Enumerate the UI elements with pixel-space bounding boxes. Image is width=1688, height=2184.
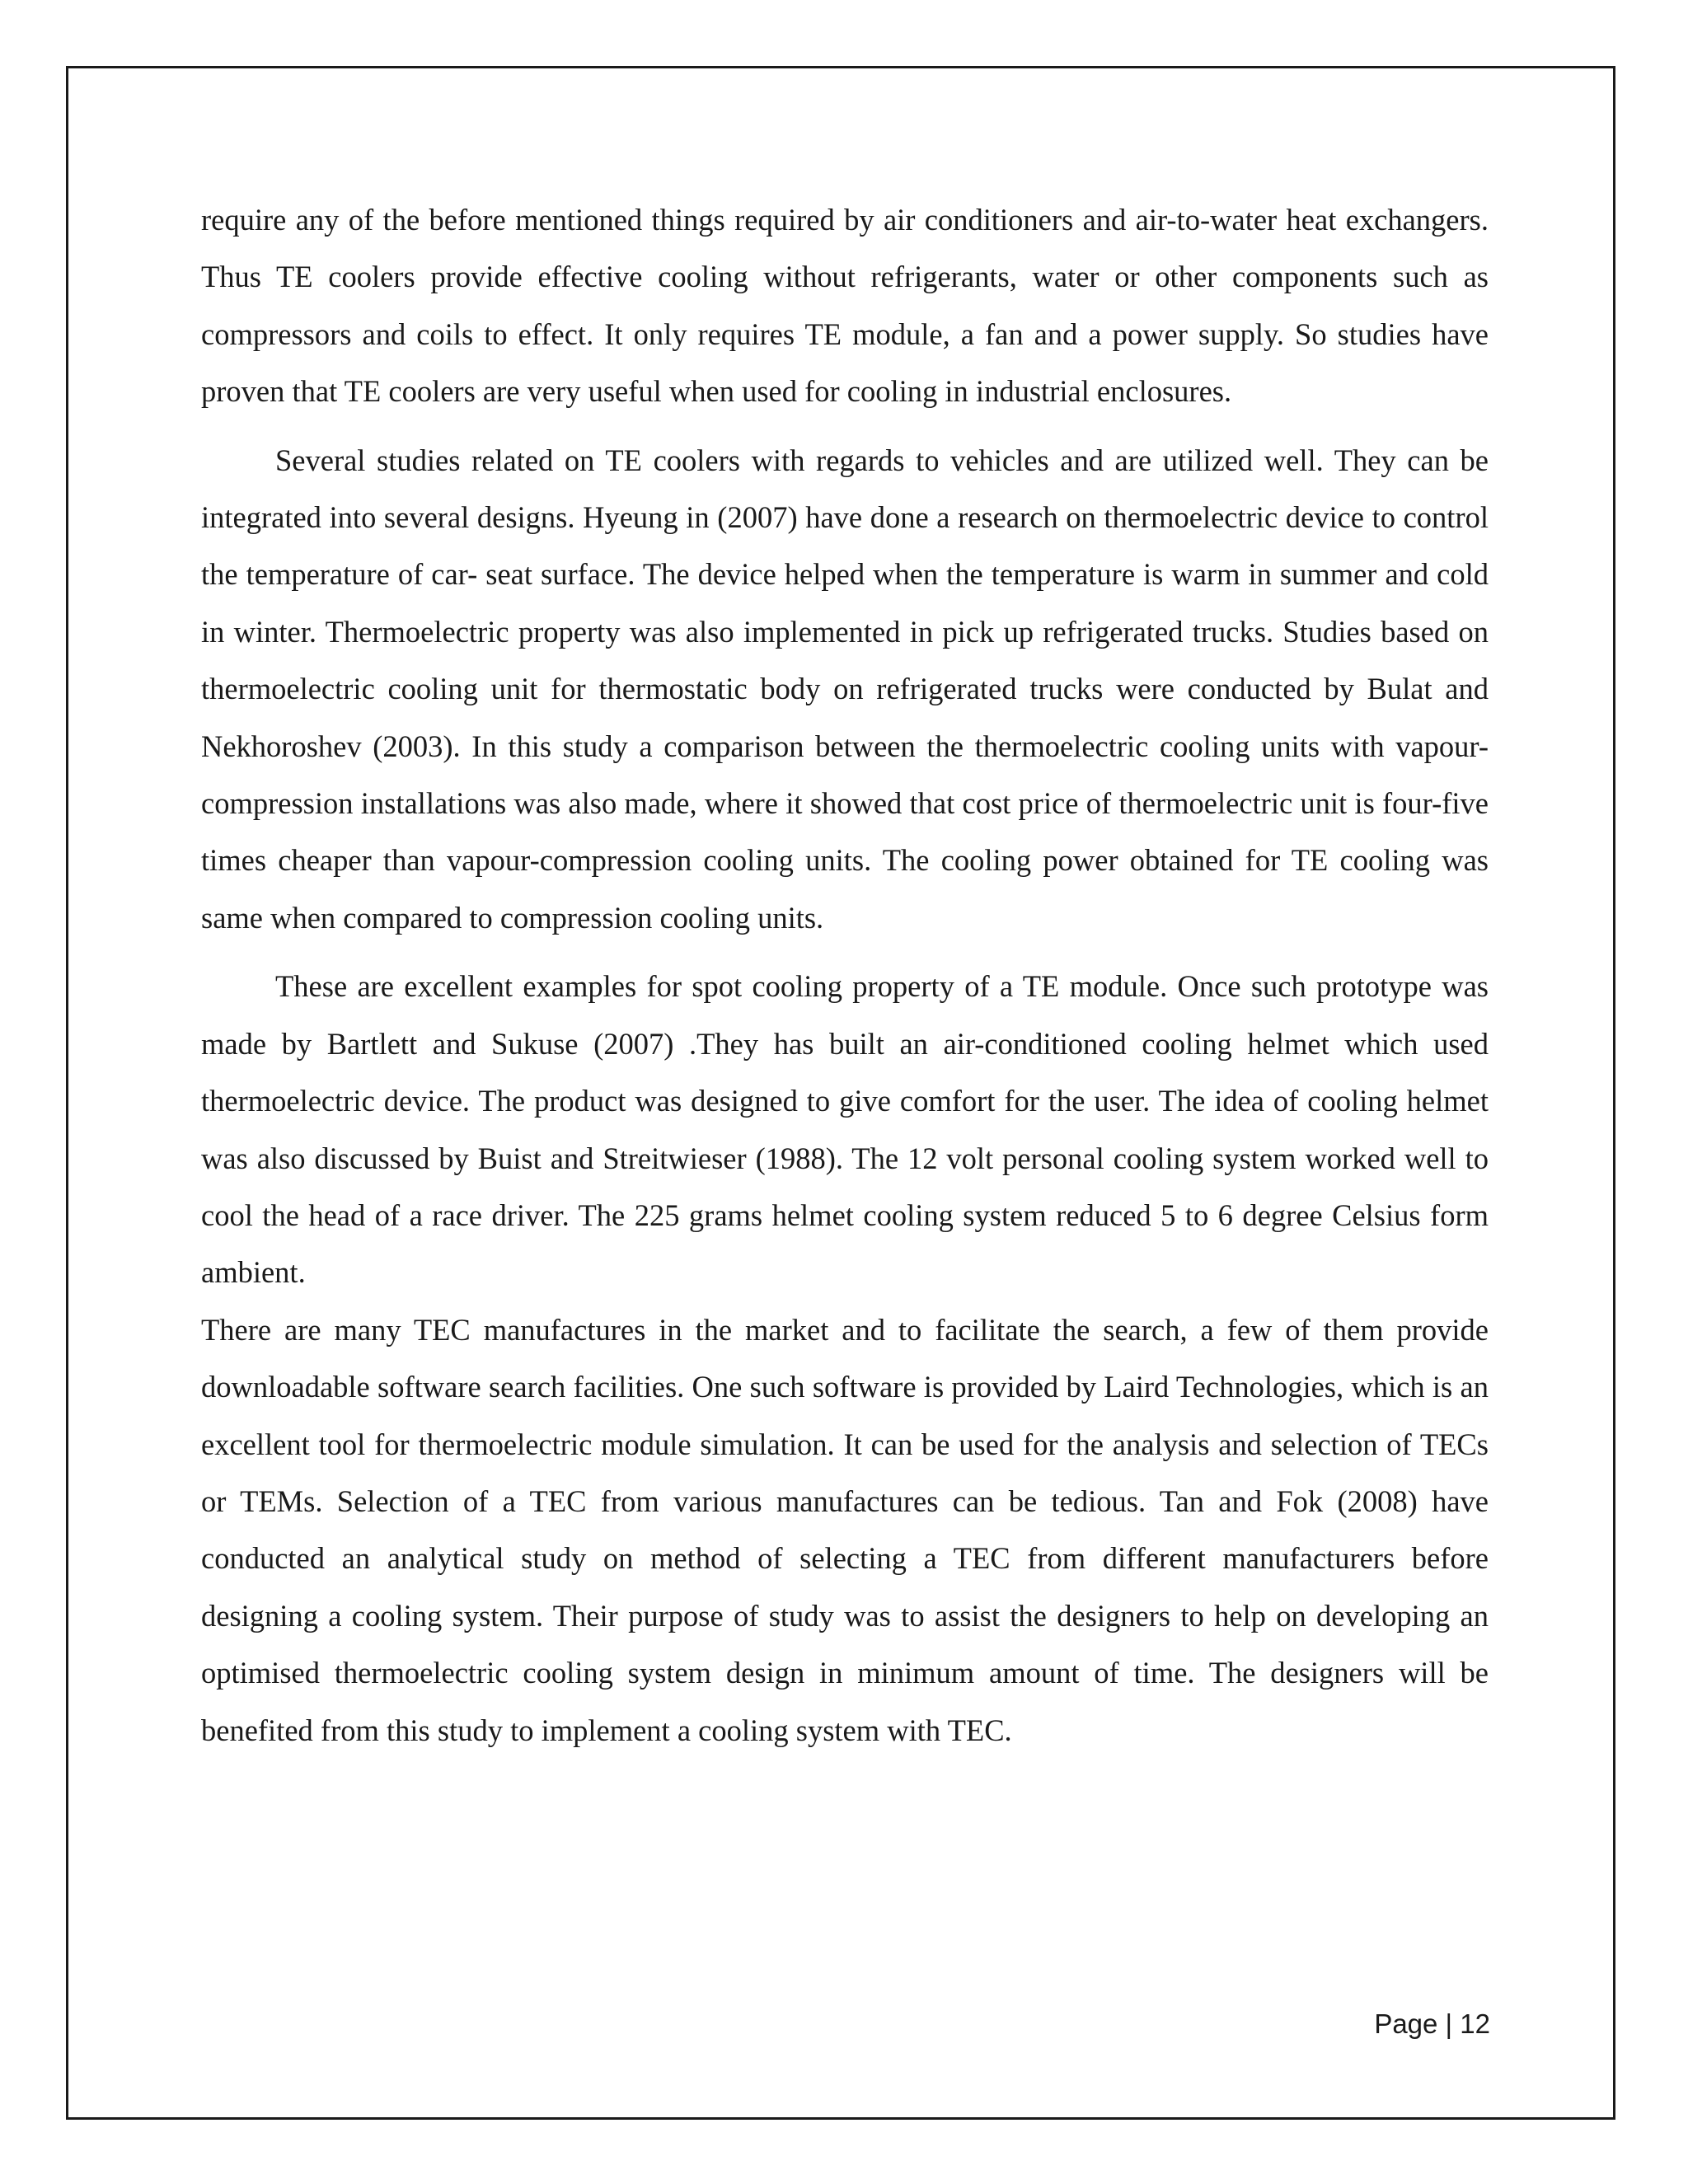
document-body: [201, 191, 1489, 1759]
paragraph-1: require any of the before mentioned things required by air conditioners and air-to-water heat exchangers. Thus TE coolers provide effective cooling without refrigerants, water or other components such as compressors and coils to effect. It only requires TE module, a fan and a power supply. So studies have proven that TE coolers are very useful when used for cooling in industrial enclosures.: [201, 203, 1489, 409]
paragraph-3: These are excellent examples for spot cooling property of a TE module. Once such prototype was made by Bartlett and Sukuse (2007) .They has built an air-conditioned cooling helmet which used thermoelectric device. The product was designed to give comfort for the user. The idea of cooling helmet was also discussed by Buist and Streitwieser (1988). The 12 volt personal cooling system worked well to cool the head of a race driver. The 225 grams helmet cooling system reduced 5 to 6 degree Celsius form ambient.: [201, 969, 1489, 1290]
paragraph-2: Several studies related on TE coolers with regards to vehicles and are utilized well. They can be integrated into several designs. Hyeung in (2007) have done a research on thermoelectric device to control the temperature of car- seat surface. The device helped when the temperature is warm in summer and cold in winter. Thermoelectric property was also implemented in pick up refrigerated trucks. Studies based on thermoelectric cooling unit for thermostatic body on refrigerated trucks were conducted by Bulat and Nekhoroshev (2003). In this study a comparison between the thermoelectric cooling units with vapour-compression installations was also made, where it showed that cost price of thermoelectric unit is four-five times cheaper than vapour-compression cooling units. The cooling power obtained for TE cooling was same when compared to compression cooling units.: [201, 443, 1489, 935]
paragraph-4: There are many TEC manufactures in the market and to facilitate the search, a few of them provide downloadable software search facilities. One such software is provided by Laird Technologies, which is an excellent tool for thermoelectric module simulation. It can be used for the analysis and selection of TECs or TEMs. Selection of a TEC from various manufactures can be tedious. Tan and Fok (2008) have conducted an analytical study on method of selecting a TEC from different manufacturers before designing a cooling system. Their purpose of study was to assist the designers to help on developing an optimised thermoelectric cooling system design in minimum amount of time. The designers will be benefited from this study to implement a cooling system with TEC.: [201, 1312, 1489, 1747]
page-number: Page | 12: [1374, 2008, 1490, 2039]
